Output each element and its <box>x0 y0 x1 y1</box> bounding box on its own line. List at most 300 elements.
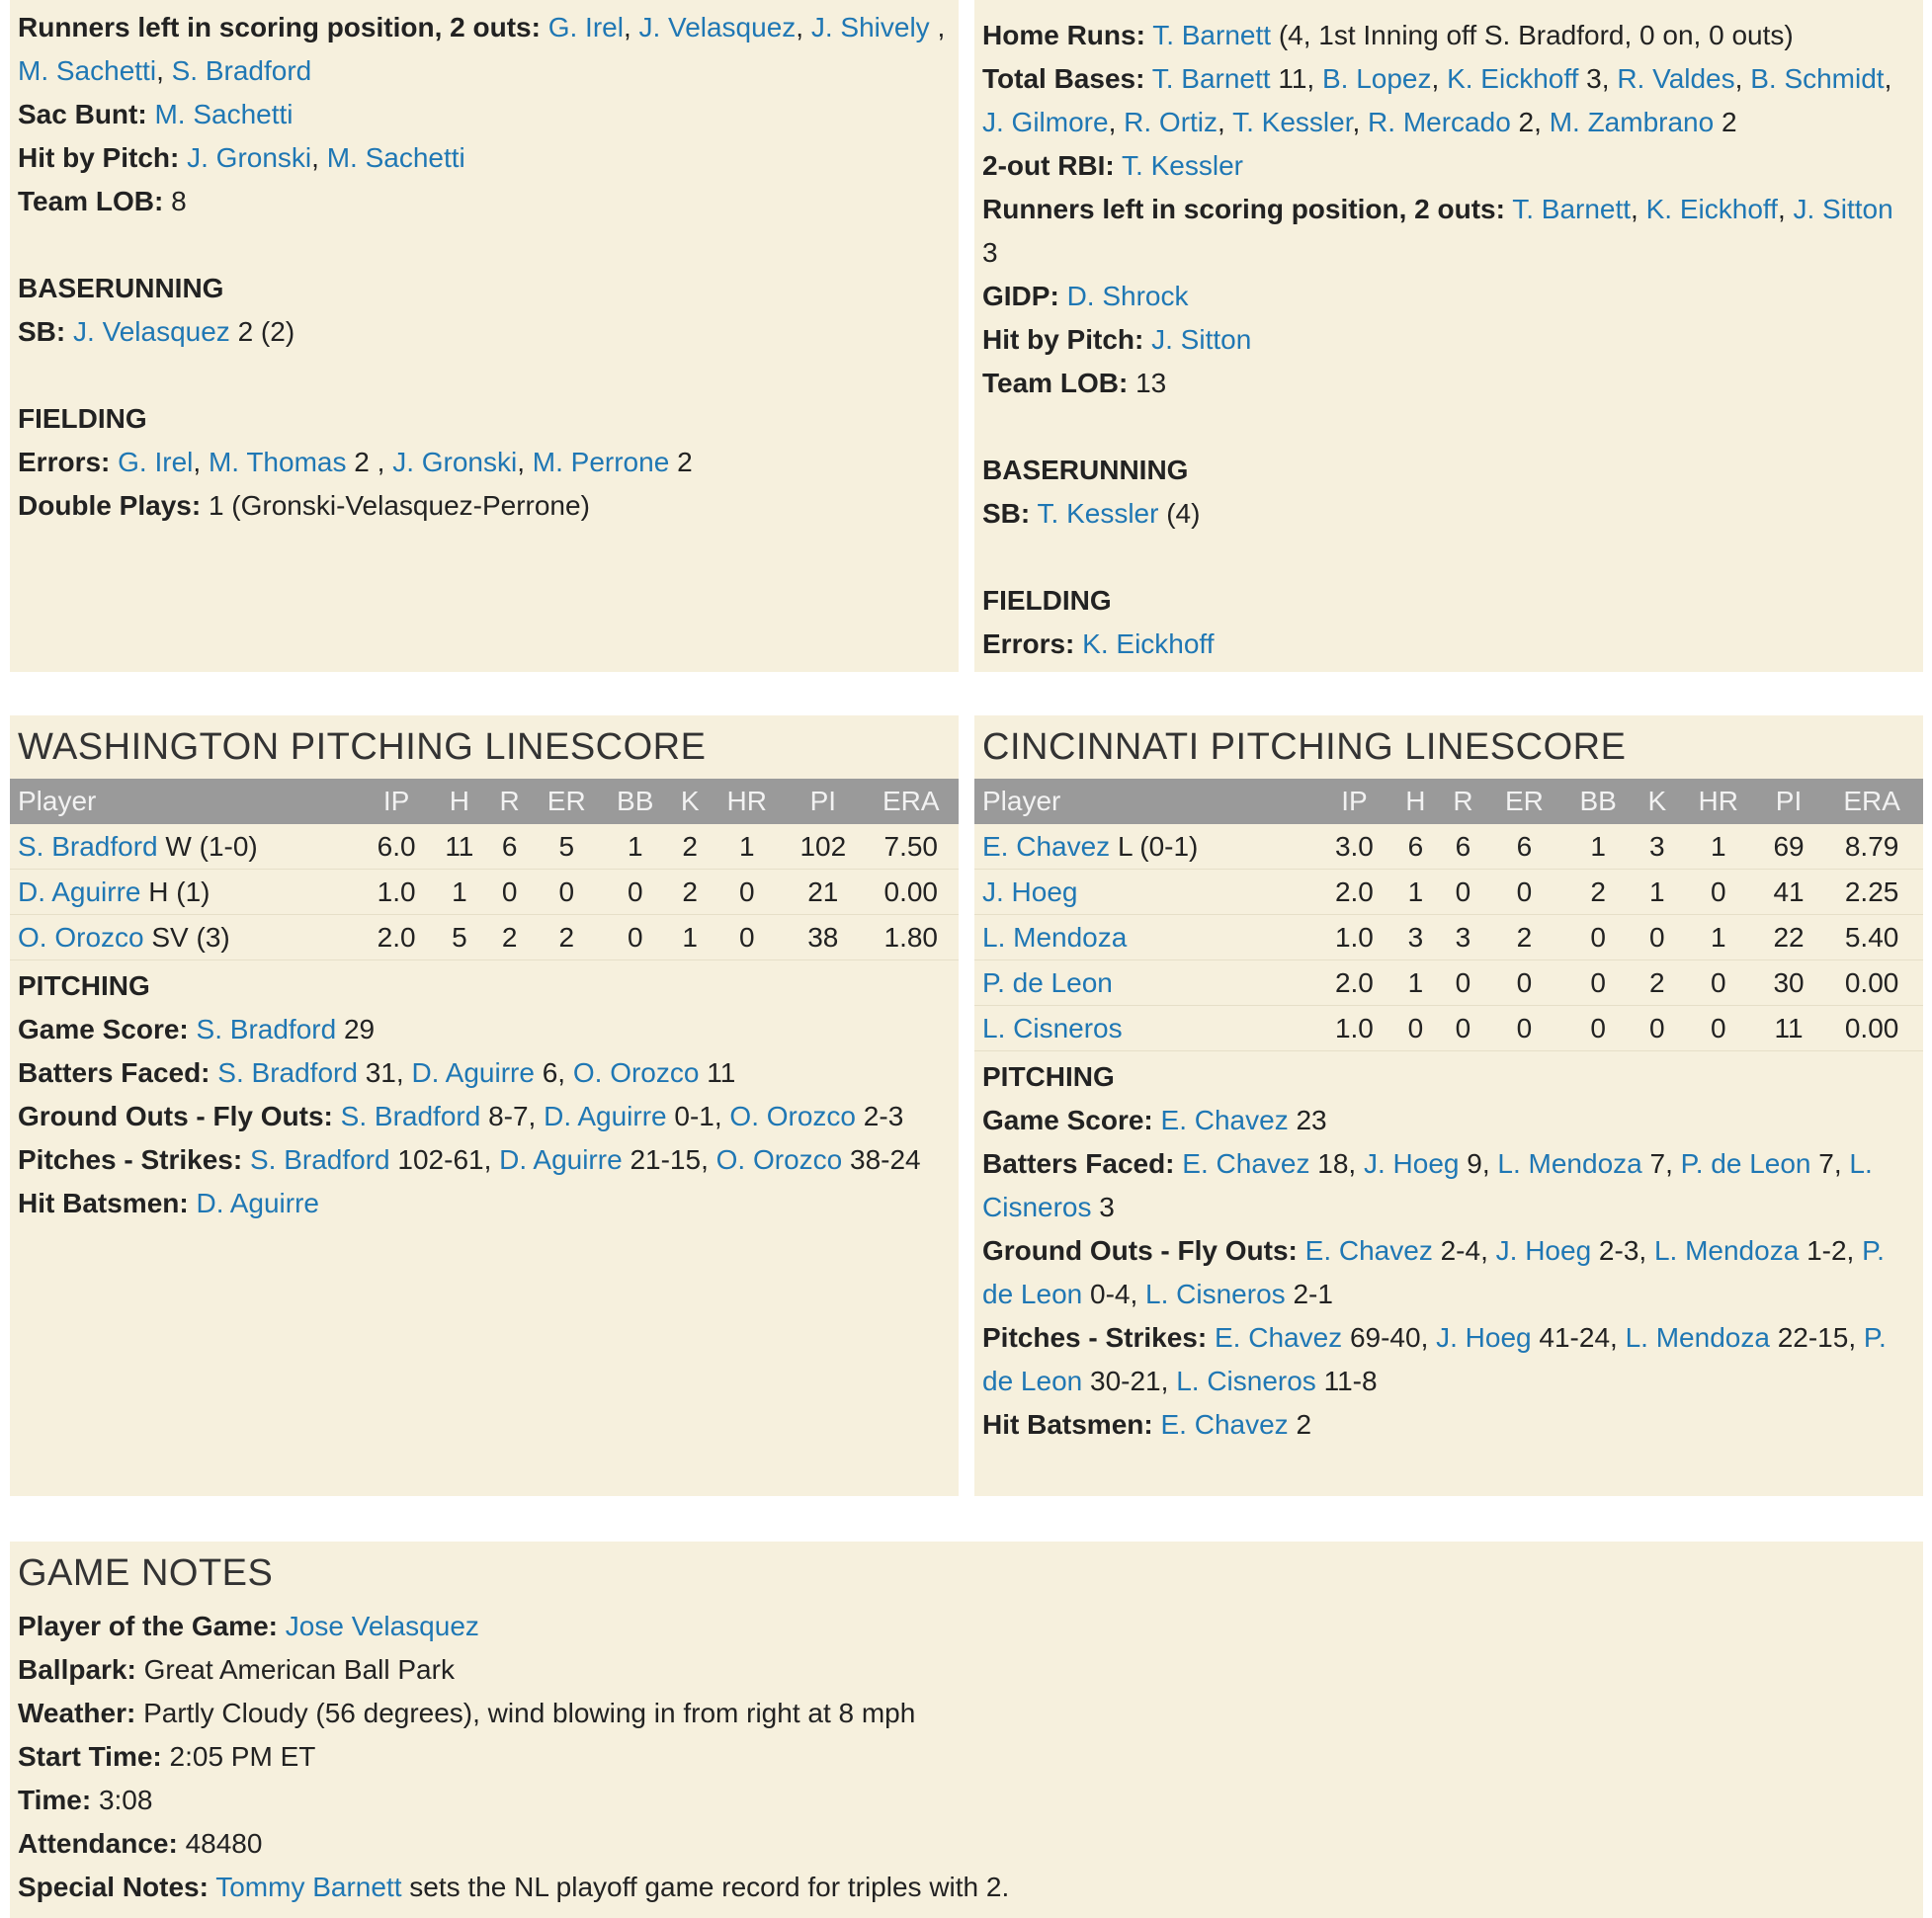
game-time-label: Time: <box>18 1785 92 1815</box>
player-link[interactable]: J. Sitton <box>1793 194 1893 224</box>
double-plays-line <box>18 484 951 528</box>
player-link[interactable]: O. Orozco <box>729 1101 857 1131</box>
table-cell: 0 <box>711 870 783 915</box>
game-score-line <box>18 1008 951 1051</box>
decision: W (1-0) <box>165 830 258 862</box>
table-cell: 1 <box>1680 824 1757 870</box>
player-link[interactable]: O. Orozco <box>572 1057 700 1088</box>
pitches-strikes-label: Pitches - Strikes: <box>982 1322 1208 1353</box>
player-link[interactable]: G. Irel <box>547 12 624 42</box>
player-link[interactable]: L. Cisneros <box>1176 1366 1316 1396</box>
team-lob-label: Team LOB: <box>982 368 1129 398</box>
game-score-value: 23 <box>1296 1105 1327 1135</box>
stat-value: 69-40 <box>1349 1322 1421 1353</box>
player-cell <box>974 1006 1316 1051</box>
player-link[interactable]: L. Cisneros <box>982 1148 1873 1222</box>
table-cell: 41 <box>1757 870 1820 915</box>
stat-value: 8-7 <box>488 1101 529 1131</box>
table-cell: 6.0 <box>362 824 432 870</box>
table-cell: 3.0 <box>1316 824 1391 870</box>
player-link[interactable]: J. Hoeg <box>982 876 1078 907</box>
batters-faced-line: Batters Faced: E. Chavez 18, J. Hoeg 9, L. Mendoza 7, P. de Leon 7, L. Cisneros 3 <box>982 1148 1873 1222</box>
stat-value: 2-3 <box>1598 1235 1639 1266</box>
table-cell: 1 <box>669 915 712 960</box>
table-cell: 1.0 <box>1316 915 1391 960</box>
ballpark-value: Great American Ball Park <box>143 1654 455 1685</box>
total-bases-count: 2 <box>1721 107 1737 137</box>
table-cell: 3 <box>1635 824 1680 870</box>
start-time-line <box>18 1735 1915 1779</box>
table-cell: 1 <box>1561 824 1635 870</box>
stat-value: 18 <box>1317 1148 1349 1179</box>
ground-fly-outs-line: Ground Outs - Fly Outs: S. Bradford 8-7, D. Aguirre 0-1, O. Orozco 2-3 <box>18 1101 904 1131</box>
table-cell: 0 <box>1486 1006 1561 1051</box>
player-of-game-line <box>18 1605 1915 1648</box>
table-cell: 1 <box>711 824 783 870</box>
special-notes-text: sets the NL playoff game record for triples with 2. <box>409 1872 1010 1902</box>
player-cell <box>974 870 1316 915</box>
table-cell: 2.0 <box>1316 960 1391 1006</box>
table-cell: 3 <box>1391 915 1439 960</box>
table-cell: 1 <box>1635 870 1680 915</box>
stat-value: 31 <box>365 1057 396 1088</box>
player-link[interactable]: L. Mendoza <box>1497 1148 1642 1179</box>
player-link[interactable]: Tommy Barnett <box>215 1872 402 1902</box>
stat-value: 11-8 <box>1323 1366 1378 1396</box>
pitches-strikes-line: Pitches - Strikes: E. Chavez 69-40, J. Hoeg 41-24, L. Mendoza 22-15, P. de Leon 30-21, L. Cisneros 11-8 <box>982 1322 1887 1396</box>
table-row <box>974 960 1923 1006</box>
table-cell: 0 <box>1391 1006 1439 1051</box>
column-header: Player <box>10 779 362 824</box>
table-cell: 0 <box>1635 915 1680 960</box>
hit-batsmen-label: Hit Batsmen: <box>18 1188 189 1218</box>
ground-fly-outs-line: Ground Outs - Fly Outs: E. Chavez 2-4, J. Hoeg 2-3, L. Mendoza 1-2, P. de Leon 0-4, L. Cisneros 2-1 <box>982 1235 1885 1309</box>
table-cell: 2 <box>1635 960 1680 1006</box>
table-row <box>10 915 959 960</box>
stat-value: 22-15 <box>1777 1322 1849 1353</box>
hit-batsmen-line <box>18 1182 951 1225</box>
player-link[interactable]: J. Gronski <box>187 142 312 173</box>
player-link[interactable]: M. Zambrano <box>1549 107 1715 137</box>
stat-value: 1-2 <box>1806 1235 1847 1266</box>
team-lob-line <box>982 362 1915 405</box>
team-lob-value: 8 <box>171 186 187 216</box>
player-link[interactable]: D. Aguirre <box>544 1101 667 1131</box>
batters-faced-label: Batters Faced: <box>18 1057 210 1088</box>
washington-pitching-panel <box>10 715 959 1496</box>
player-link[interactable]: T. Kessler <box>1232 107 1353 137</box>
player-cell <box>974 915 1316 960</box>
table-cell: 0 <box>1561 915 1635 960</box>
table-cell: 1.0 <box>1316 1006 1391 1051</box>
home-runs-line <box>982 14 1915 57</box>
rlisp-line: Runners left in scoring position, 2 outs: T. Barnett, K. Eickhoff, J. Sitton 3 <box>982 194 1893 268</box>
player-cell <box>10 915 362 960</box>
table-cell: 5 <box>431 915 487 960</box>
stat-value: 0-4 <box>1090 1279 1131 1309</box>
player-cell <box>974 960 1316 1006</box>
player-link[interactable]: P. de Leon <box>982 1235 1885 1309</box>
table-cell: 102 <box>783 824 863 870</box>
player-link[interactable]: L. Mendoza <box>1653 1235 1800 1266</box>
baserunning-heading: BASERUNNING <box>18 273 224 303</box>
table-cell: 0 <box>487 870 532 915</box>
player-link[interactable]: E. Chavez <box>1160 1105 1289 1135</box>
player-link[interactable]: J. Sitton <box>1151 324 1252 355</box>
column-header: K <box>669 779 712 824</box>
player-link[interactable]: G. Irel <box>118 447 194 477</box>
player-link[interactable]: B. Lopez <box>1321 63 1432 94</box>
table-cell: 6 <box>1391 824 1439 870</box>
game-score-label: Game Score: <box>982 1105 1153 1135</box>
gidp-line <box>982 275 1915 318</box>
team-lob-value: 13 <box>1135 368 1167 398</box>
table-cell: 5 <box>532 824 602 870</box>
batters-faced-line: Batters Faced: S. Bradford 31, D. Aguirre 6, O. Orozco 11 <box>18 1057 736 1088</box>
table-cell: 2.0 <box>1316 870 1391 915</box>
table-cell: 0 <box>602 915 669 960</box>
table-cell: 1 <box>602 824 669 870</box>
player-link[interactable]: P. de Leon <box>982 966 1113 998</box>
stat-value: 7 <box>1649 1148 1666 1179</box>
player-link[interactable]: K. Eickhoff <box>1645 194 1778 224</box>
table-cell: 21 <box>783 870 863 915</box>
player-link[interactable]: J. Gronski <box>392 447 518 477</box>
player-link[interactable]: O. Orozco <box>715 1144 843 1175</box>
ground-fly-outs-label: Ground Outs - Fly Outs: <box>18 1101 333 1131</box>
hbp-line <box>982 318 1915 362</box>
two-out-rbi-label: 2-out RBI: <box>982 150 1115 181</box>
table-row <box>974 870 1923 915</box>
player-link[interactable]: E. Chavez <box>1160 1409 1289 1440</box>
table-cell: 2 <box>532 915 602 960</box>
player-link[interactable]: S. Bradford <box>217 1057 358 1088</box>
table-cell: 2 <box>1561 870 1635 915</box>
double-plays-value: 1 (Gronski-Velasquez-Perrone) <box>208 490 590 521</box>
sb-label: SB: <box>982 498 1031 529</box>
baserunning-heading: BASERUNNING <box>982 455 1189 485</box>
stat-value: 2-1 <box>1293 1279 1333 1309</box>
game-score-value: 29 <box>343 1014 376 1044</box>
pitching-heading: PITCHING <box>982 1061 1115 1092</box>
table-cell: 0.00 <box>1820 960 1923 1006</box>
table-cell: 2 <box>669 824 712 870</box>
stat-value: 102-61 <box>397 1144 484 1175</box>
table-cell: 0 <box>1680 870 1757 915</box>
table-cell: 22 <box>1757 915 1820 960</box>
ground-fly-outs-label: Ground Outs - Fly Outs: <box>982 1235 1298 1266</box>
table-cell: 0 <box>1680 960 1757 1006</box>
player-link[interactable]: J. Shively <box>810 12 930 42</box>
hit-batsmen-label: Hit Batsmen: <box>982 1409 1153 1440</box>
start-time-label: Start Time: <box>18 1741 162 1772</box>
column-header: HR <box>1680 779 1757 824</box>
column-header: PI <box>783 779 863 824</box>
player-link[interactable]: J. Velasquez <box>638 12 797 42</box>
player-link[interactable]: E. Chavez <box>982 830 1111 862</box>
rlisp-count: 3 <box>982 237 998 268</box>
player-link[interactable]: E. Chavez <box>1214 1322 1343 1353</box>
attendance-label: Attendance: <box>18 1828 178 1859</box>
table-cell: 0 <box>532 870 602 915</box>
player-link[interactable]: D. Aguirre <box>499 1144 623 1175</box>
player-link[interactable]: J. Hoeg <box>1495 1235 1592 1266</box>
table-cell: 0.00 <box>1820 1006 1923 1051</box>
player-link[interactable]: M. Sachetti <box>154 99 294 129</box>
ballpark-line <box>18 1648 1915 1692</box>
player-link[interactable]: T. Barnett <box>1152 20 1272 50</box>
game-time-value: 3:08 <box>98 1785 153 1815</box>
hbp-line: Hit by Pitch: J. Gronski, M. Sachetti <box>18 142 465 173</box>
hbp-label: Hit by Pitch: <box>18 142 180 173</box>
table-cell: 6 <box>1486 824 1561 870</box>
player-link[interactable]: K. Eickhoff <box>1082 628 1215 659</box>
table-cell: 30 <box>1757 960 1820 1006</box>
stat-value: 30-21 <box>1090 1366 1161 1396</box>
table-cell: 1.0 <box>362 870 432 915</box>
player-link[interactable]: T. Barnett <box>1512 194 1632 224</box>
stat-value: 11 <box>707 1057 736 1088</box>
table-header-row <box>974 779 1923 824</box>
column-header: R <box>487 779 532 824</box>
table-cell: 3 <box>1439 915 1486 960</box>
column-header: ER <box>1486 779 1561 824</box>
column-header: ERA <box>864 779 960 824</box>
player-link[interactable]: M. Sachetti <box>326 142 465 173</box>
column-header: IP <box>362 779 432 824</box>
table-cell: 2.25 <box>1820 870 1923 915</box>
sac-bunt-line <box>18 93 951 136</box>
table-cell: 1 <box>431 870 487 915</box>
start-time-value: 2:05 PM ET <box>169 1741 316 1772</box>
table-cell: 11 <box>1757 1006 1820 1051</box>
table-cell: 2.0 <box>362 915 432 960</box>
player-link[interactable]: M. Perrone <box>532 447 670 477</box>
stat-value: 2 <box>1296 1409 1312 1440</box>
column-header: HR <box>711 779 783 824</box>
player-link[interactable]: J. Gilmore <box>982 107 1109 137</box>
player-link[interactable]: D. Shrock <box>1066 281 1189 311</box>
errors-line: Errors: G. Irel, M. Thomas 2 , J. Gronski, M. Perrone 2 <box>18 447 693 477</box>
table-cell: 0 <box>1486 960 1561 1006</box>
player-link[interactable]: R. Mercado <box>1368 107 1511 137</box>
batters-faced-label: Batters Faced: <box>982 1148 1175 1179</box>
table-cell: 0.00 <box>864 870 960 915</box>
sac-bunt-label: Sac Bunt: <box>18 99 147 129</box>
total-bases-count: 3 <box>1586 63 1602 94</box>
stat-value: 41-24 <box>1539 1322 1611 1353</box>
sb-value: (4) <box>1166 498 1201 529</box>
column-header: H <box>431 779 487 824</box>
weather-label: Weather: <box>18 1698 136 1728</box>
stat-value: 9 <box>1467 1148 1482 1179</box>
decision: H (1) <box>148 876 210 907</box>
player-cell <box>974 824 1316 870</box>
errors-label: Errors: <box>982 628 1075 659</box>
player-link[interactable]: L. Mendoza <box>1625 1322 1770 1353</box>
player-link[interactable]: J. Velasquez <box>73 316 230 347</box>
column-header: Player <box>974 779 1316 824</box>
double-plays-label: Double Plays: <box>18 490 202 521</box>
column-header: BB <box>602 779 669 824</box>
washington-pitching-table <box>10 779 959 960</box>
player-link[interactable]: L. Mendoza <box>982 921 1128 953</box>
total-bases-label: Total Bases: <box>982 63 1145 94</box>
player-link[interactable]: L. Cisneros <box>1145 1279 1286 1309</box>
column-header: H <box>1391 779 1439 824</box>
gidp-label: GIDP: <box>982 281 1059 311</box>
two-out-rbi-line <box>982 144 1915 188</box>
table-cell: 0 <box>1561 960 1635 1006</box>
weather-value: Partly Cloudy (56 degrees), wind blowing in from right at 8 mph <box>143 1698 916 1728</box>
table-cell: 0 <box>1486 870 1561 915</box>
table-cell: 1 <box>1391 870 1439 915</box>
player-cell <box>10 824 362 870</box>
player-link[interactable]: P. de Leon <box>1680 1148 1811 1179</box>
rlisp-label: Runners left in scoring position, 2 outs: <box>982 194 1505 224</box>
player-link[interactable]: D. Aguirre <box>411 1057 535 1088</box>
decision: SV (3) <box>151 921 230 953</box>
fielding-heading: FIELDING <box>18 403 147 434</box>
pitches-strikes-label: Pitches - Strikes: <box>18 1144 243 1175</box>
rlisp-line: Runners left in scoring position, 2 outs: G. Irel, J. Velasquez, J. Shively , M. Sachetti, S. Bradford <box>18 12 946 86</box>
player-link[interactable]: B. Schmidt <box>1750 63 1885 94</box>
player-link[interactable]: E. Chavez <box>1304 1235 1433 1266</box>
decision: L (0-1) <box>1117 830 1199 862</box>
column-header: IP <box>1316 779 1391 824</box>
stat-value: 7 <box>1818 1148 1834 1179</box>
stat-value: 38-24 <box>850 1144 921 1175</box>
table-row <box>974 824 1923 870</box>
rlisp-label: Runners left in scoring position, 2 outs: <box>18 12 541 42</box>
attendance-line <box>18 1822 1915 1866</box>
error-count: 2 <box>354 447 370 477</box>
special-notes-label: Special Notes: <box>18 1872 209 1902</box>
player-link[interactable]: T. Kessler <box>1037 498 1159 529</box>
player-link[interactable]: K. Eickhoff <box>1447 63 1579 94</box>
table-cell: 6 <box>487 824 532 870</box>
table-row <box>10 824 959 870</box>
table-cell: 69 <box>1757 824 1820 870</box>
table-cell: 0 <box>602 870 669 915</box>
column-header: ER <box>532 779 602 824</box>
player-link[interactable]: D. Aguirre <box>196 1188 319 1218</box>
home-run-detail: (4, 1st Inning off S. Bradford, 0 on, 0 outs) <box>1278 20 1794 50</box>
hit-batsmen-line <box>982 1403 1915 1447</box>
game-score-label: Game Score: <box>18 1014 189 1044</box>
player-link[interactable]: M. Thomas <box>208 447 347 477</box>
table-cell: 2 <box>669 870 712 915</box>
cincinnati-batting-notes-panel <box>974 0 1923 672</box>
stat-value: 3 <box>1099 1192 1115 1222</box>
sb-label: SB: <box>18 316 66 347</box>
table-cell: 1 <box>1680 915 1757 960</box>
table-cell: 0 <box>1439 960 1486 1006</box>
player-link[interactable]: R. Valdes <box>1617 63 1735 94</box>
table-row <box>974 1006 1923 1051</box>
cincinnati-pitching-panel <box>974 715 1923 1496</box>
player-link[interactable]: T. Barnett <box>1151 63 1271 94</box>
team-lob-label: Team LOB: <box>18 186 164 216</box>
errors-label: Errors: <box>18 447 111 477</box>
table-cell: 7.50 <box>864 824 960 870</box>
player-link[interactable]: E. Chavez <box>1182 1148 1310 1179</box>
player-of-game-label: Player of the Game: <box>18 1611 278 1641</box>
cincinnati-pitching-table <box>974 779 1923 1051</box>
table-row <box>10 870 959 915</box>
player-link[interactable]: M. Sachetti <box>18 55 157 86</box>
column-header: BB <box>1561 779 1635 824</box>
table-row <box>974 915 1923 960</box>
column-header: PI <box>1757 779 1820 824</box>
player-link[interactable]: Jose Velasquez <box>285 1611 479 1641</box>
player-link[interactable]: P. de Leon <box>982 1322 1887 1396</box>
table-cell: 0 <box>1439 1006 1486 1051</box>
table-cell: 2 <box>487 915 532 960</box>
ballpark-label: Ballpark: <box>18 1654 136 1685</box>
player-link[interactable]: S. Bradford <box>171 55 312 86</box>
table-cell: 5.40 <box>1820 915 1923 960</box>
player-link[interactable]: S. Bradford <box>196 1014 337 1044</box>
stat-value: 0-1 <box>674 1101 714 1131</box>
table-cell: 2 <box>1486 915 1561 960</box>
stat-value: 21-15 <box>630 1144 702 1175</box>
errors-line <box>982 623 1915 666</box>
player-link[interactable]: J. Hoeg <box>1363 1148 1460 1179</box>
player-link[interactable]: S. Bradford <box>18 830 158 862</box>
error-count: 2 <box>677 447 693 477</box>
sb-line <box>18 310 951 354</box>
player-cell <box>10 870 362 915</box>
table-cell: 11 <box>431 824 487 870</box>
player-link[interactable]: D. Aguirre <box>18 876 141 907</box>
player-link[interactable]: R. Ortiz <box>1124 107 1218 137</box>
table-cell: 1.80 <box>864 915 960 960</box>
player-link[interactable]: S. Bradford <box>249 1144 390 1175</box>
table-cell: 0 <box>1561 1006 1635 1051</box>
game-score-line <box>982 1099 1915 1142</box>
stat-value: 6 <box>542 1057 558 1088</box>
panel-title: WASHINGTON PITCHING LINESCORE <box>18 726 707 768</box>
table-cell: 8.79 <box>1820 824 1923 870</box>
fielding-heading: FIELDING <box>982 585 1112 616</box>
table-cell: 0 <box>1635 1006 1680 1051</box>
player-link[interactable]: O. Orozco <box>18 921 144 953</box>
player-link[interactable]: S. Bradford <box>340 1101 481 1131</box>
stat-value: 2-4 <box>1440 1235 1481 1266</box>
stat-value: 2-3 <box>863 1101 904 1131</box>
sb-value: 2 (2) <box>237 316 295 347</box>
team-lob-line <box>18 180 951 223</box>
total-bases-count: 11 <box>1278 63 1307 94</box>
pitching-heading: PITCHING <box>18 970 150 1001</box>
table-cell: 0 <box>1439 870 1486 915</box>
panel-title: GAME NOTES <box>18 1552 274 1594</box>
column-header: K <box>1635 779 1680 824</box>
table-header-row <box>10 779 959 824</box>
table-cell: 1 <box>1391 960 1439 1006</box>
table-cell: 38 <box>783 915 863 960</box>
table-cell: 6 <box>1439 824 1486 870</box>
player-link[interactable]: J. Hoeg <box>1436 1322 1532 1353</box>
table-cell: 0 <box>1680 1006 1757 1051</box>
column-header: R <box>1439 779 1486 824</box>
player-link[interactable]: L. Cisneros <box>982 1012 1123 1043</box>
attendance-value: 48480 <box>185 1828 263 1859</box>
player-link[interactable]: T. Kessler <box>1122 150 1243 181</box>
table-cell: 0 <box>711 915 783 960</box>
game-time-line <box>18 1779 1915 1822</box>
